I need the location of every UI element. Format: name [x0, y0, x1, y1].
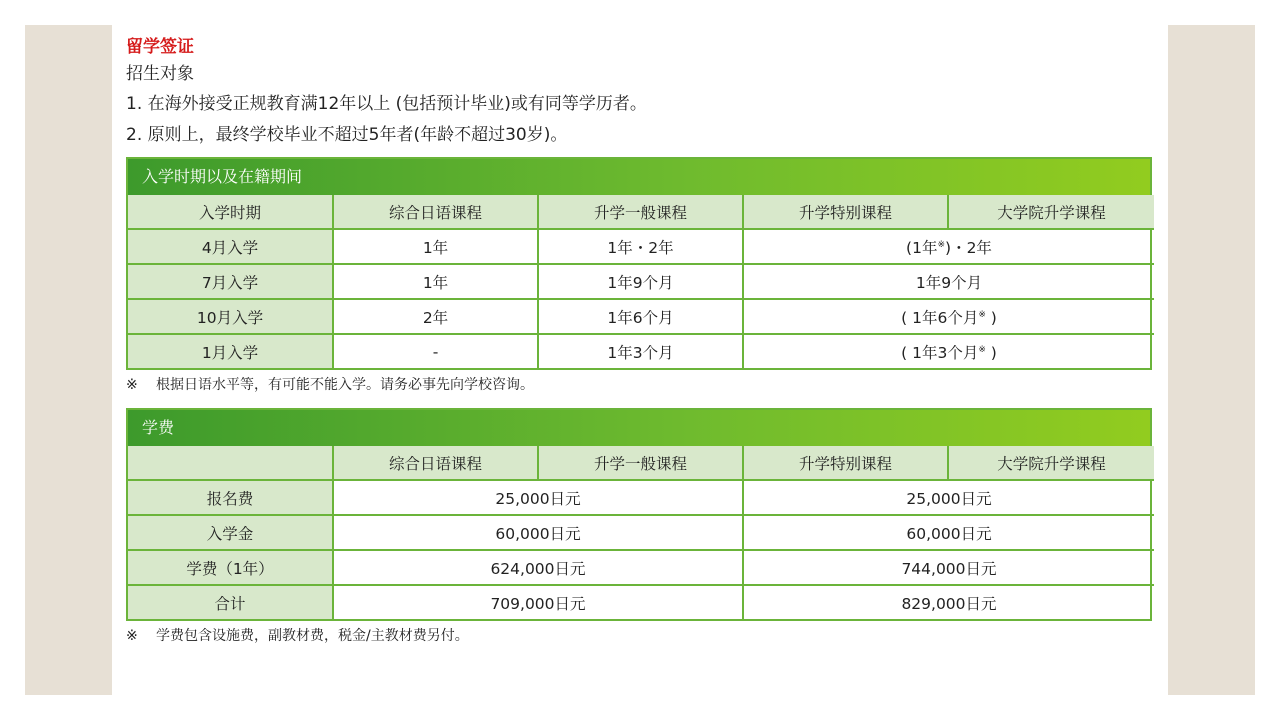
fee-cell: 60,000日元 [333, 515, 743, 550]
column-header: 升学特别课程 [743, 195, 948, 229]
document-content [126, 35, 1152, 651]
fees-heading: 学费 [128, 410, 1150, 446]
table-row [128, 550, 1154, 585]
column-header: 升学一般课程 [538, 195, 743, 229]
fees-note [126, 621, 1152, 651]
table-header-row [128, 195, 1154, 229]
table-row [128, 264, 1154, 299]
requirement-2: 2. 原则上，最终学校毕业不超过5年者(年龄不超过30岁)。 [126, 125, 568, 145]
table-cell-merged [743, 264, 1154, 299]
fee-item-cell: 合计 [128, 585, 333, 619]
table-header-row [128, 446, 1154, 480]
note-mark: ※ [978, 344, 986, 355]
admission-subtitle: 招生对象 [126, 64, 194, 84]
page-title: 留学签证 [126, 37, 194, 57]
table-row [128, 229, 1154, 264]
fee-cell: 25,000日元 [333, 480, 743, 515]
column-header [128, 446, 333, 480]
cell-text: ( 1年6个月 [901, 308, 979, 327]
column-header: 综合日语课程 [333, 446, 538, 480]
fee-cell: 829,000日元 [743, 585, 1154, 619]
right-margin-panel [1168, 25, 1255, 695]
cell-text: )・2年 [945, 238, 992, 257]
table-cell-merged [743, 229, 1154, 264]
table-cell: 1年・2年 [538, 229, 743, 264]
cell-text: ) [985, 308, 997, 327]
table-cell: 1年 [333, 264, 538, 299]
column-header: 综合日语课程 [333, 195, 538, 229]
table-cell-merged [743, 334, 1154, 368]
fee-cell: 709,000日元 [333, 585, 743, 619]
note-asterisk: ※ [126, 377, 138, 393]
table-cell-merged [743, 299, 1154, 334]
column-header: 大学院升学课程 [948, 446, 1154, 480]
term-cell: 7月入学 [128, 264, 333, 299]
table-row [128, 299, 1154, 334]
fee-item-cell: 学费（1年） [128, 550, 333, 585]
table-row [128, 585, 1154, 619]
cell-text: 1年9个月 [915, 273, 983, 292]
fee-item-cell: 报名费 [128, 480, 333, 515]
term-cell: 10月入学 [128, 299, 333, 334]
table-row [128, 515, 1154, 550]
note-mark: ※ [937, 239, 946, 250]
left-margin-panel [25, 25, 112, 695]
requirement-1: 1. 在海外接受正规教育满12年以上 (包括预计毕业)或有同等学历者。 [126, 94, 647, 114]
note-mark: ※ [978, 309, 986, 320]
fee-cell: 25,000日元 [743, 480, 1154, 515]
column-header: 升学一般课程 [538, 446, 743, 480]
cell-text: ) [985, 343, 997, 362]
periods-table [128, 195, 1154, 368]
periods-heading: 入学时期以及在籍期间 [128, 159, 1150, 195]
cell-text: ( 1年3个月 [901, 343, 979, 362]
table-row [128, 334, 1154, 368]
cell-text: (1年 [906, 238, 938, 257]
table-cell: 1年9个月 [538, 264, 743, 299]
table-cell: 2年 [333, 299, 538, 334]
table-cell: 1年6个月 [538, 299, 743, 334]
term-cell: 4月入学 [128, 229, 333, 264]
column-header: 入学时期 [128, 195, 333, 229]
document-page [112, 25, 1168, 695]
column-header: 升学特别课程 [743, 446, 948, 480]
fees-section [126, 408, 1152, 621]
periods-section [126, 157, 1152, 370]
column-header: 大学院升学课程 [948, 195, 1154, 229]
periods-note [126, 370, 1152, 400]
note-asterisk: ※ [126, 628, 138, 644]
fee-cell: 624,000日元 [333, 550, 743, 585]
table-cell: - [333, 334, 538, 368]
table-cell: 1年3个月 [538, 334, 743, 368]
fee-cell: 744,000日元 [743, 550, 1154, 585]
fee-cell: 60,000日元 [743, 515, 1154, 550]
fee-item-cell: 入学金 [128, 515, 333, 550]
note-text: 学费包含设施费，副教材费，税金/主教材费另付。 [156, 628, 469, 644]
term-cell: 1月入学 [128, 334, 333, 368]
note-text: 根据日语水平等，有可能不能入学。请务必事先向学校咨询。 [156, 377, 534, 393]
fees-table [128, 446, 1154, 619]
table-row [128, 480, 1154, 515]
table-cell: 1年 [333, 229, 538, 264]
